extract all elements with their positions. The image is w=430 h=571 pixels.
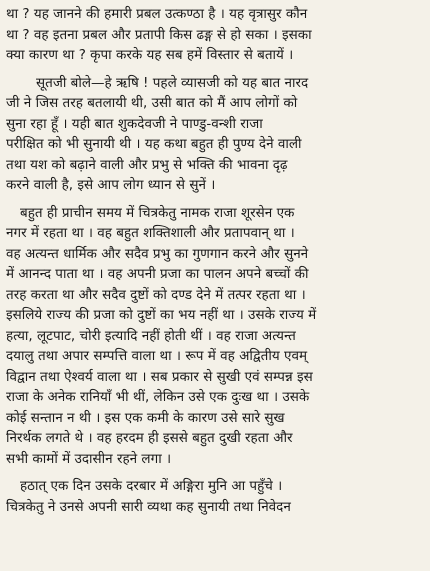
paragraph-1 [6, 4, 422, 66]
text-line: नगर में रहता था । वह बहुत शक्तिशाली और प्रतापवान् था । [6, 225, 295, 241]
text-line: में आनन्द पाता था । वह अपनी प्रजा का पालन अपने बच्चों की [6, 266, 309, 282]
text-line: हत्या, लूटपाट, चोरी इत्यादि नहीं होती थीं । वह राजा अत्यन्त [6, 327, 296, 344]
text-line: सूतजी बोले—हे ऋषि ! पहले व्यासजी को यह बात नारद [36, 74, 309, 91]
text-line: क्या कारण था ? कृपा करके यह सब हमें विस्तार से बतायें । [6, 47, 294, 63]
text-line: था ? वह इतना प्रबल और प्रतापी किस ढङ्ग से हो सका । इसका [6, 26, 312, 43]
text-line: इसलिये राज्य की प्रजा को दुष्टों का भय नहीं था । उसके राज्य में [6, 307, 317, 323]
text-line: हठात् एक दिन उसके दरबार में अङ्गिरा मुनि आ पहुँचे । [20, 478, 283, 494]
text-line: सुना रहा हूँ । यही बात शुकदेवजी ने पाण्डु-वन्शी राजा [6, 115, 263, 132]
text-line: परीक्षित को भी सुनायी थी । यह कथा बहुत ही पुण्य देने वाली [6, 136, 302, 152]
text-line: जी ने जिस तरह बतलायी थी, उसी बात को मैं आप लोगों को [6, 95, 298, 111]
text-line: राजा के अनेक रानियाँ भी थीं, लेकिन उसे एक दुःख था । उसके [6, 389, 310, 405]
text-line: दयालु तथा अपार सम्पत्ति वाला था । रूप में वह अद्वितीय एवम् [6, 348, 308, 364]
text-line: बहुत ही प्राचीन समय में चित्रकेतु नामक राजा शूरसेन एक [20, 204, 295, 221]
text-line: था ? यह जानने की हमारी प्रबल उत्कण्ठा है । यह वृत्रासुर कौन [6, 6, 308, 22]
text-line: सभी कामों में उदासीन रहने लगा । [6, 450, 172, 467]
text-line: तथा यश को बढ़ाने वाली और प्रभु से भक्ति की भावना दृढ़ [6, 156, 288, 173]
text-line: निरर्थक लगते थे । वह हरदम ही इससे बहुत दुखी रहता और [6, 430, 293, 446]
paragraph-2 [6, 73, 422, 196]
text-line: चित्रकेतु ने उनसे अपनी सारी व्यथा कह सुनायी तथा निवेदन [6, 498, 291, 515]
text-line: करने वाली है, इसे आप लोग ध्यान से सुनें । [6, 177, 216, 193]
text-line: कोई सन्तान न थी । इस एक कमी के कारण उसे सारे सुख [6, 409, 285, 426]
paragraph-4 [6, 476, 422, 517]
text-line: विद्वान तथा ऐश्वर्य वाला था । सब प्रकार से सुखी एवं सम्पन्न इस [6, 368, 313, 385]
text-line: तरह करता था और सदैव दुष्टों को दण्ड देने में तत्पर रहता था । [6, 286, 306, 303]
text-line: वह अत्यन्त धार्मिक और सदैव प्रभु का गुणगान करने और सुनने [6, 245, 309, 262]
paragraph-3 [6, 203, 422, 470]
